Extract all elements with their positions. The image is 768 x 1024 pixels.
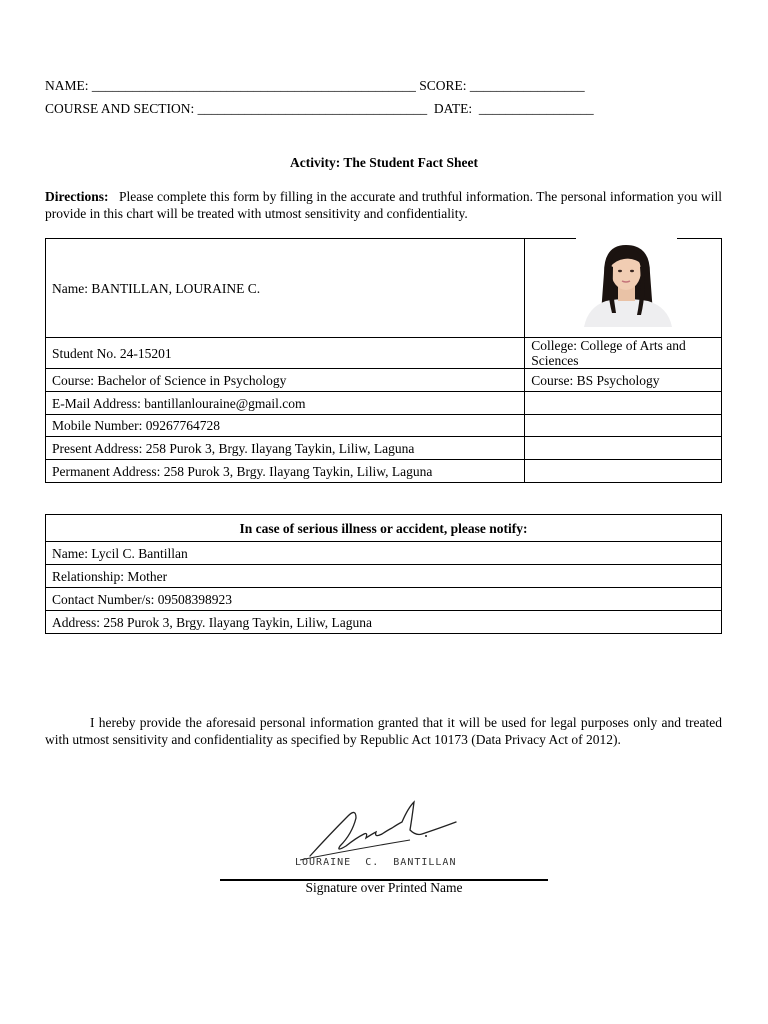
college-cell: College: College of Arts and Sciences: [525, 338, 722, 369]
empty-cell: [525, 392, 722, 415]
permanent-address-cell: Permanent Address: 258 Purok 3, Brgy. Ilayang Taykin, Liliw, Laguna: [46, 460, 525, 483]
emergency-contact-table: [45, 514, 722, 634]
date-blank[interactable]: _________________: [478, 101, 594, 116]
email-cell: E-Mail Address: bantillanlouraine@gmail.com: [46, 392, 525, 415]
course-label: COURSE AND SECTION:: [45, 101, 195, 116]
name-line: [45, 78, 585, 94]
student-no-cell: Student No. 24-15201: [46, 338, 525, 369]
empty-cell: [525, 437, 722, 460]
directions-text: Please complete this form by filling in the accurate and truthful information. The personal information you will provide in this chart will be treated with utmost sensitivity and confidentiality.: [45, 189, 722, 221]
course-line: [45, 101, 594, 117]
activity-title: Activity: The Student Fact Sheet: [290, 155, 478, 170]
portrait-icon: [576, 235, 677, 327]
signature-caption: Signature over Printed Name: [305, 880, 463, 895]
emergency-relationship-cell: Relationship: Mother: [46, 565, 722, 588]
emergency-contact-cell: Contact Number/s: 09508398923: [46, 588, 722, 611]
name-label: NAME:: [45, 78, 89, 93]
emergency-address-cell: Address: 258 Purok 3, Brgy. Ilayang Taykin, Liliw, Laguna: [46, 611, 722, 634]
directions-label: Directions:: [45, 189, 109, 204]
empty-cell: [525, 460, 722, 483]
course-blank[interactable]: __________________________________: [197, 101, 428, 116]
directions-paragraph: [45, 188, 722, 222]
date-label: DATE:: [433, 101, 473, 116]
score-label: SCORE:: [419, 78, 467, 93]
emergency-heading: In case of serious illness or accident, please notify:: [46, 515, 722, 542]
course-cell: Course: Bachelor of Science in Psychology: [46, 369, 525, 392]
emergency-name-cell: Name: Lycil C. Bantillan: [46, 542, 722, 565]
student-name-cell: Name: BANTILLAN, LOURAINE C.: [46, 239, 525, 338]
student-photo: [576, 235, 677, 327]
present-address-cell: Present Address: 258 Purok 3, Brgy. Ilayang Taykin, Liliw, Laguna: [46, 437, 525, 460]
consent-paragraph: I hereby provide the aforesaid personal information granted that it will be used for legal purposes only and treated with utmost sensitivity and confidentiality as specified by Republic Act 10173 (Data Privacy Act of 2012).: [45, 715, 722, 747]
course-short-cell: Course: BS Psychology: [525, 369, 722, 392]
mobile-cell: Mobile Number: 09267764728: [46, 415, 525, 437]
score-blank[interactable]: _________________: [469, 78, 585, 93]
printed-name: LOURAINE C. BANTILLAN: [295, 857, 457, 868]
name-blank[interactable]: ________________________________________________: [91, 78, 416, 93]
empty-cell: [525, 415, 722, 437]
